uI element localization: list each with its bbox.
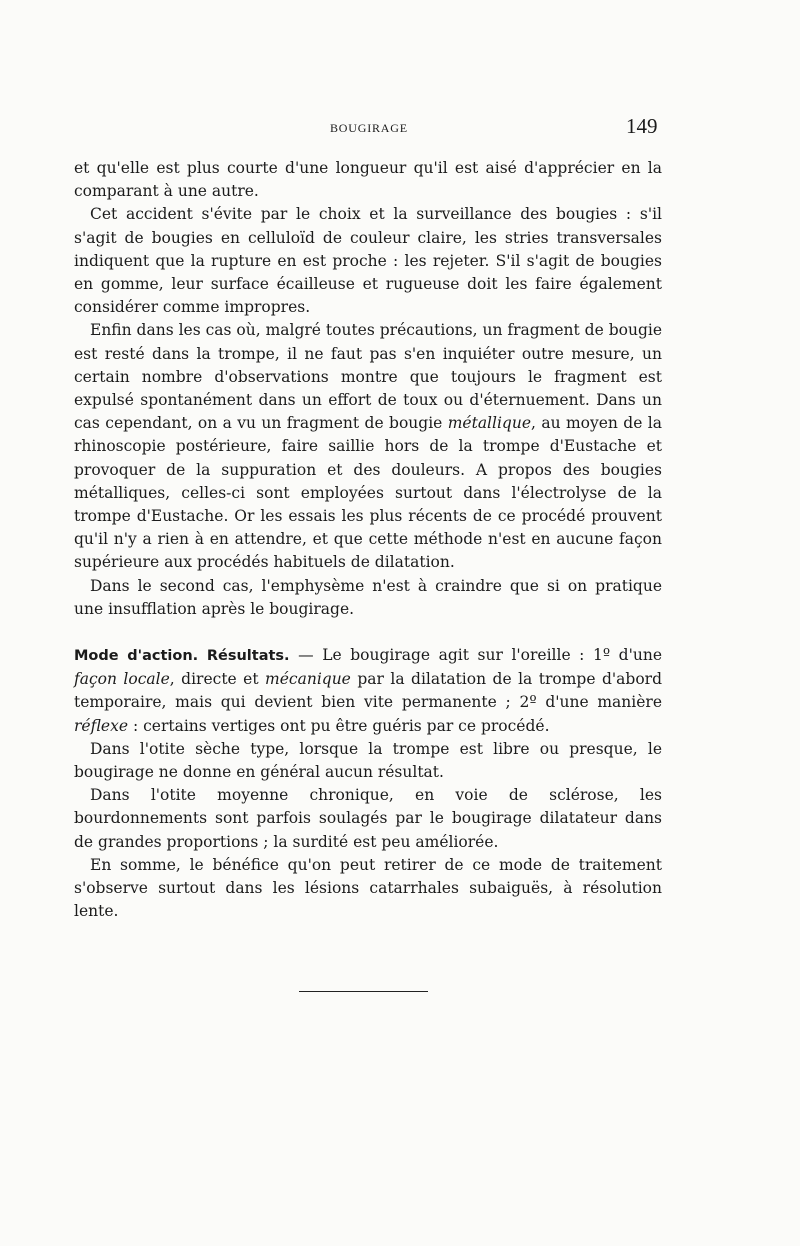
paragraph: Dans l'otite moyenne chronique, en voie de sclérose, les bourdonnements sont parfois soulagés par le bougirage dilatateur dans de grandes proportions ; la surdité est peu améliorée. (74, 786, 662, 851)
paragraph-continued: et qu'elle est plus courte d'une longueur qu'il est aisé d'apprécier en la comparant à une autre. (74, 159, 662, 201)
section-paragraph (74, 644, 662, 738)
emphasis: réflexe (74, 716, 129, 735)
section-heading: Mode d'action. Résultats. (74, 648, 290, 665)
text-run: par la dilatation de la trompe d'abord temporaire, mais qui devient bien vite permanente ; 2º d'une manière (74, 670, 662, 712)
running-head: BOUGIRAGE (330, 121, 408, 135)
body-text (74, 157, 662, 924)
paragraph: Dans l'otite sèche type, lorsque la trompe est libre ou presque, le bougirage ne donne en général aucun résultat. (74, 739, 662, 782)
text-run: : certains vertiges ont pu être guéris par ce procédé. (128, 716, 550, 735)
paragraph: En somme, le bénéfice qu'on peut retirer de ce mode de traitement s'observe surtout dans les lésions catarrhales subaiguës, à résolution lente. (74, 855, 662, 921)
paragraph: Cet accident s'évite par le choix et la surveillance des bougies : s'il s'agit de bougies en celluloïd de couleur claire, les stries transversales indiquent que la rupture en est proche : les rejeter. S'il s'agit de bougies en gomme, leur surface écailleuse et rugueuse doit les faire également considérer comme impropres. (74, 205, 662, 317)
emphasis: métallique (447, 414, 532, 433)
text-run: Enfin dans les cas où, malgré toutes précautions, un fragment de bougie est resté dans la trompe, il ne faut pas s'en inquiéter outre mesure, un certain nombre d'observations montre que toujours le fragment est expulsé spontanément dans un effort de toux ou d'éternuement. Dans un cas cependant, on a vu un fragment de bougie (74, 321, 662, 433)
text-run: , directe et (169, 670, 266, 689)
page-number: 149 (626, 114, 658, 138)
emphasis: façon locale (74, 670, 170, 689)
end-rule (299, 991, 428, 992)
text-run: , au moyen de la rhinoscopie postérieure, faire saillie hors de la trompe d'Eustache et provoquer de la suppuration et des douleurs. A propos des bougies métalliques, celles-ci sont employées surtout dans l'électrolyse de la trompe d'Eustache. Or les essais les plus récents de ce procédé prouvent qu'il n'y a rien à en attendre, et que cette méthode n'est en aucune façon supérieure aux procédés habituels de dilatation. (74, 414, 662, 572)
paragraph: Dans le second cas, l'emphysème n'est à craindre que si on pratique une insufflation après le bougirage. (74, 576, 662, 618)
text-run: — Le bougirage agit sur l'oreille : 1º d'une (289, 646, 662, 665)
paragraph (74, 319, 662, 574)
emphasis: mécanique (265, 670, 351, 689)
